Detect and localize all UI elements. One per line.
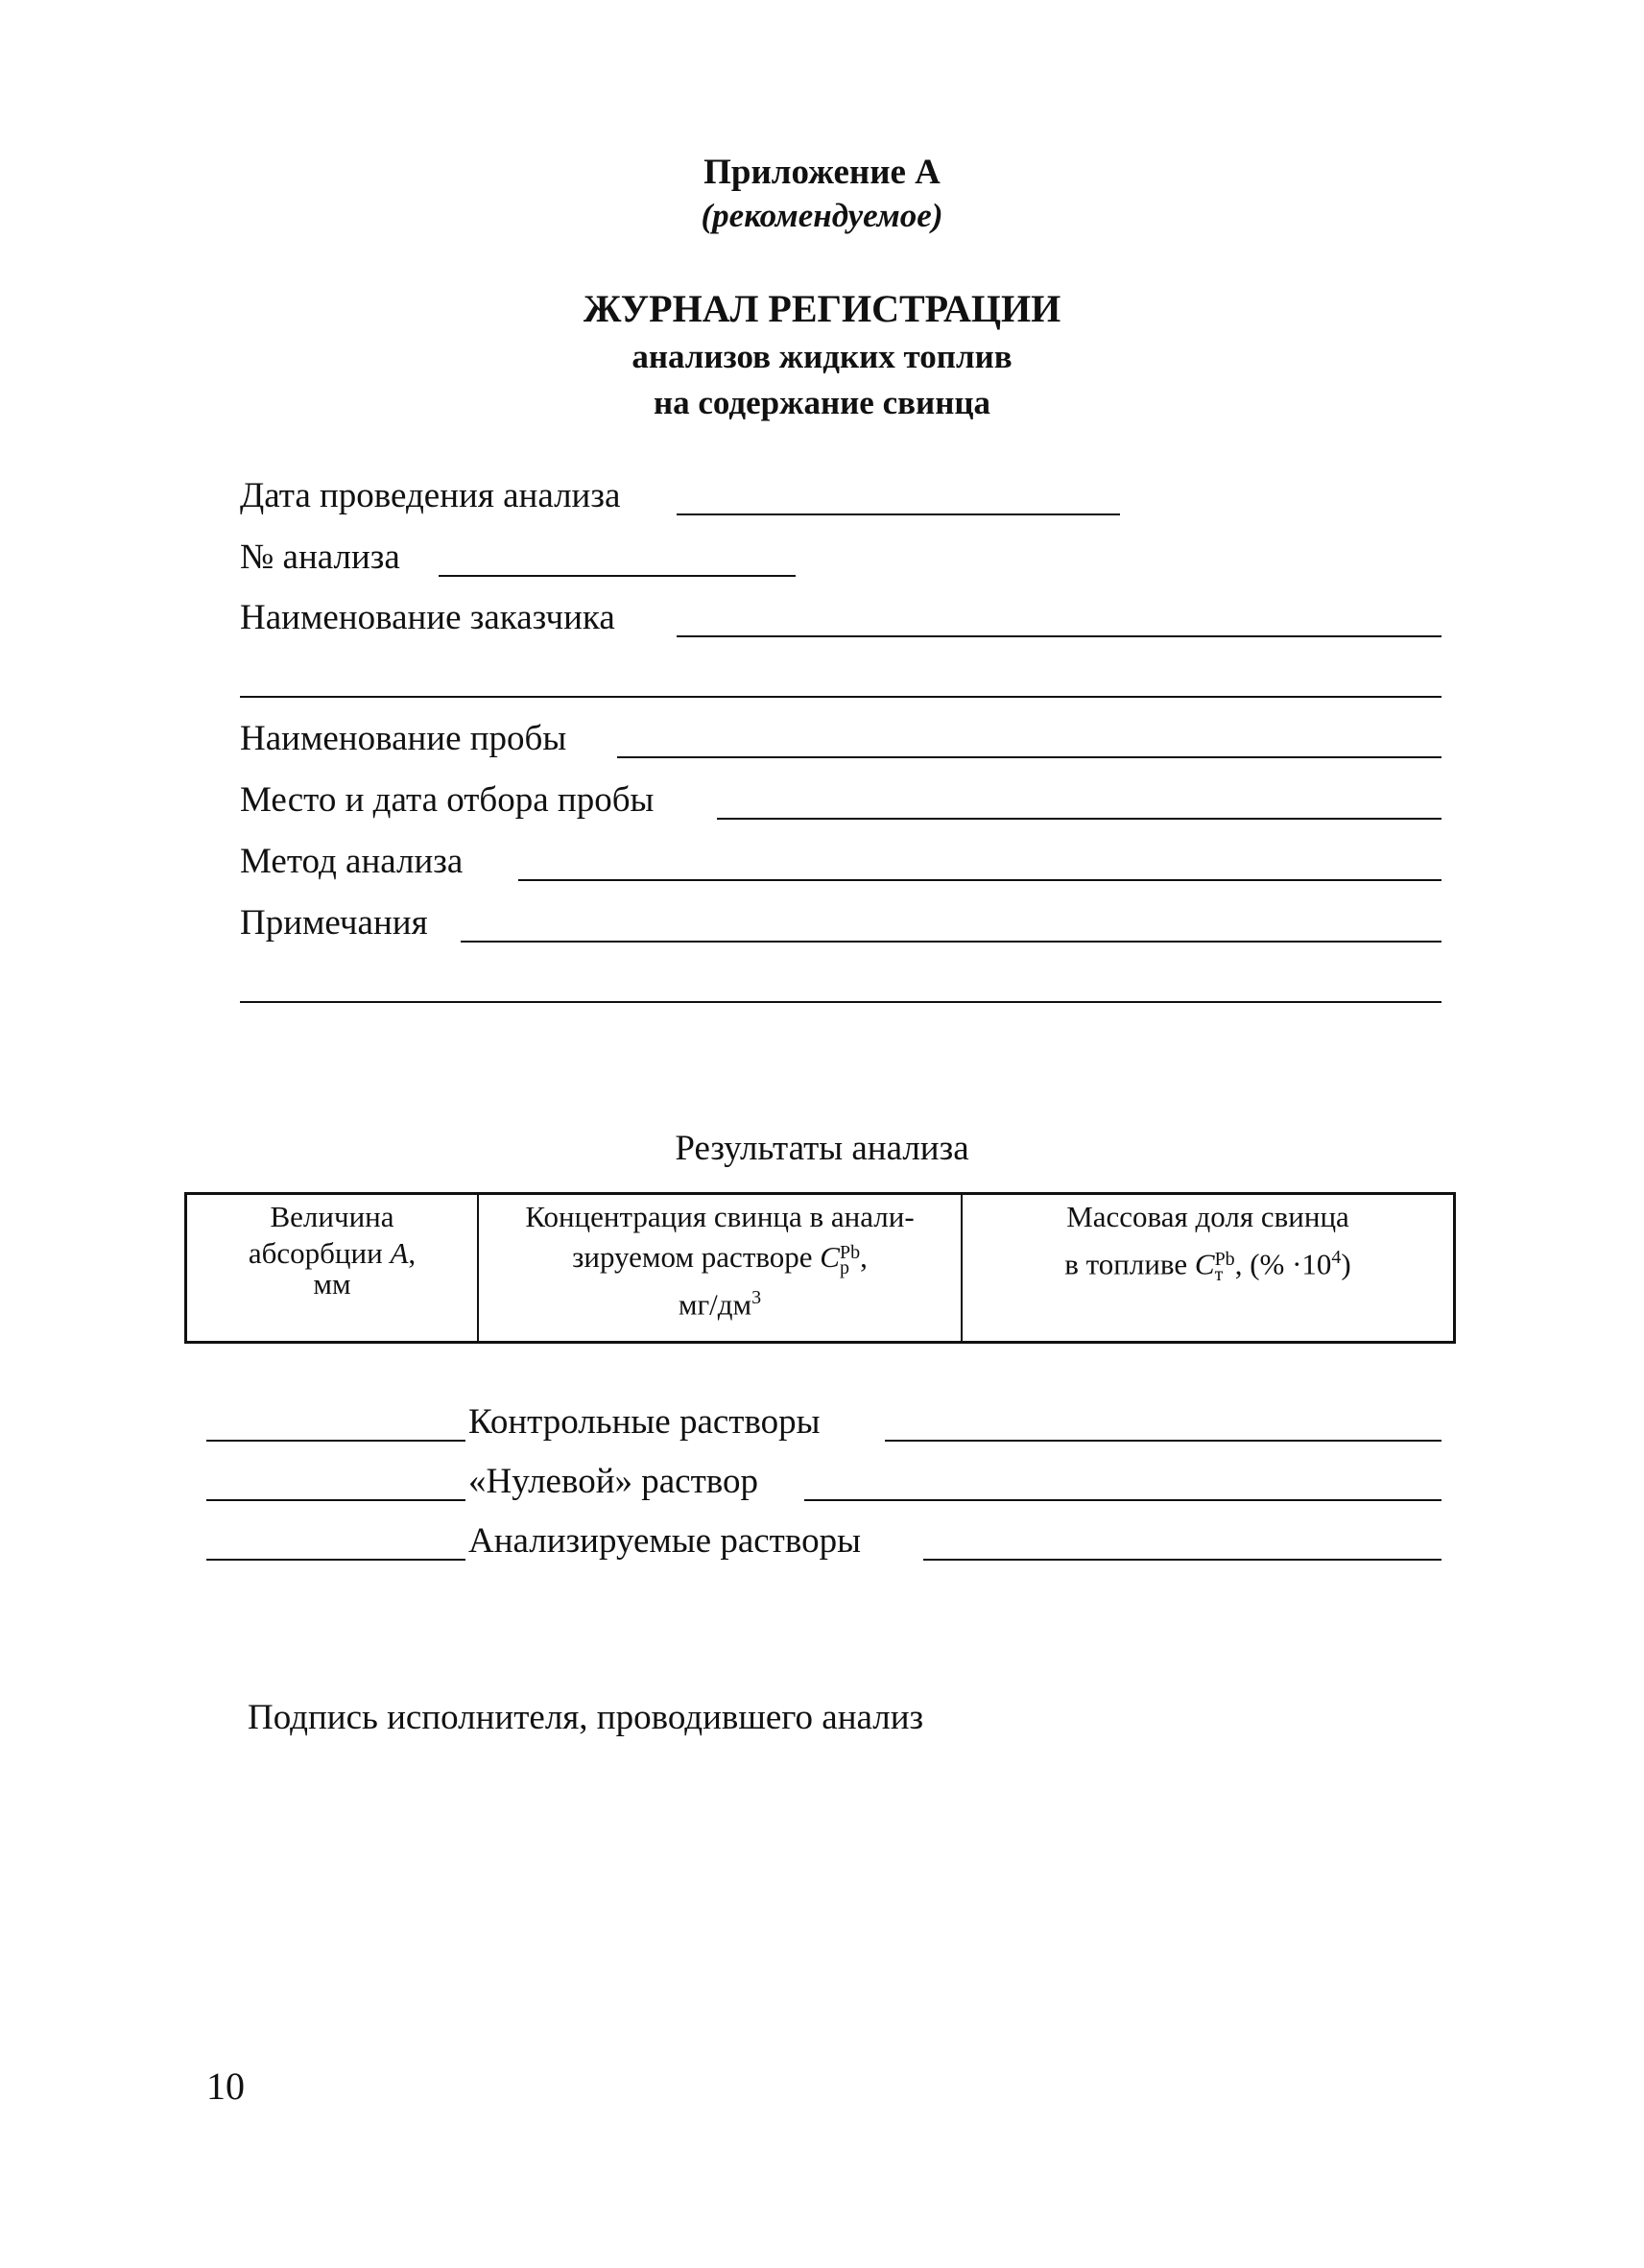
sample-name-input-line[interactable] (617, 756, 1441, 758)
results-title: Результаты анализа (675, 1129, 969, 1168)
col-text: Величина (270, 1200, 394, 1233)
col-text: , (% ·10 (1234, 1247, 1332, 1281)
field-notes (240, 902, 1488, 944)
col-text: , (408, 1236, 417, 1270)
analysis-date-input-line[interactable] (677, 513, 1120, 515)
column-mass-fraction (962, 1194, 1455, 1343)
field-analysis-date (240, 475, 1488, 517)
superscript-pb: Pb (1214, 1249, 1235, 1271)
customer-name-continuation-line[interactable] (240, 696, 1441, 698)
journal-subtitle-line1: анализов жидких топлив (631, 338, 1013, 375)
col-unit: мм (313, 1267, 351, 1301)
symbol-C: C (1194, 1247, 1215, 1281)
superscript-pb: Pb (839, 1241, 861, 1263)
symbol-A: A (390, 1236, 409, 1270)
row-control-solutions (0, 1401, 1644, 1444)
field-analysis-number (240, 537, 1488, 579)
appendix-title: Приложение А (703, 153, 941, 192)
symbol-C: C (820, 1240, 840, 1274)
journal-subtitle-line2: на содержание свинца (653, 384, 991, 421)
analysis-number-input-line[interactable] (439, 575, 796, 577)
col-text: , (860, 1240, 868, 1274)
row-label: Анализируемые растворы (468, 1521, 861, 1561)
field-label: Дата проведения анализа (240, 476, 621, 515)
col-text: абсорбции (248, 1236, 383, 1270)
page-number: 10 (206, 2065, 245, 2108)
field-analysis-method (240, 841, 1488, 883)
field-label: Метод анализа (240, 842, 464, 881)
field-customer-name (240, 597, 1488, 639)
appendix-type: (рекомендуемое) (701, 197, 943, 234)
field-sample-name (240, 718, 1488, 760)
signature-label: Подпись исполнителя, проводившего анализ (248, 1698, 924, 1737)
field-label: Наименование пробы (240, 719, 567, 758)
zero-solution-result-line[interactable] (804, 1499, 1441, 1501)
subscript-p: p (839, 1256, 849, 1278)
results-table (184, 1192, 1456, 1344)
subscript-t: т (1214, 1264, 1224, 1286)
field-label: Примечания (240, 903, 428, 943)
notes-input-line[interactable] (461, 941, 1441, 943)
control-solutions-result-line[interactable] (885, 1440, 1441, 1442)
journal-title: ЖУРНАЛ РЕГИСТРАЦИИ (583, 287, 1061, 330)
col-text: в топливе (1064, 1247, 1188, 1281)
column-solution-concentration (478, 1194, 962, 1343)
customer-name-input-line[interactable] (677, 635, 1441, 637)
row-label: Контрольные растворы (468, 1402, 821, 1442)
row-label: «Нулевой» раствор (468, 1462, 758, 1501)
analyzed-solutions-result-line[interactable] (923, 1559, 1441, 1561)
col-text-line2 (968, 1239, 1447, 1286)
unit-text: мг/дм (678, 1287, 752, 1322)
field-label: № анализа (240, 537, 400, 577)
sampling-place-date-input-line[interactable] (717, 818, 1441, 820)
zero-solution-value-line[interactable] (206, 1499, 465, 1501)
unit-superscript: 3 (751, 1287, 762, 1308)
field-sampling-place-date (240, 779, 1488, 822)
col-text: Массовая доля свинца (1066, 1200, 1349, 1233)
field-label: Место и дата отбора пробы (240, 780, 655, 820)
analyzed-solutions-value-line[interactable] (206, 1559, 465, 1561)
control-solutions-value-line[interactable] (206, 1440, 465, 1442)
row-zero-solution (0, 1461, 1644, 1503)
row-analyzed-solutions (0, 1520, 1644, 1563)
col-text-line2 (485, 1239, 955, 1276)
col-unit (485, 1279, 955, 1323)
col-text: Концентрация свинца в анали- (525, 1200, 915, 1233)
notes-continuation-line[interactable] (240, 1001, 1441, 1003)
exponent: 4 (1331, 1247, 1342, 1268)
analysis-method-input-line[interactable] (518, 879, 1441, 881)
column-absorbance (186, 1194, 479, 1343)
field-label: Наименование заказчика (240, 598, 615, 637)
col-text: ) (1341, 1247, 1351, 1281)
col-text: зируемом растворе (572, 1240, 813, 1274)
